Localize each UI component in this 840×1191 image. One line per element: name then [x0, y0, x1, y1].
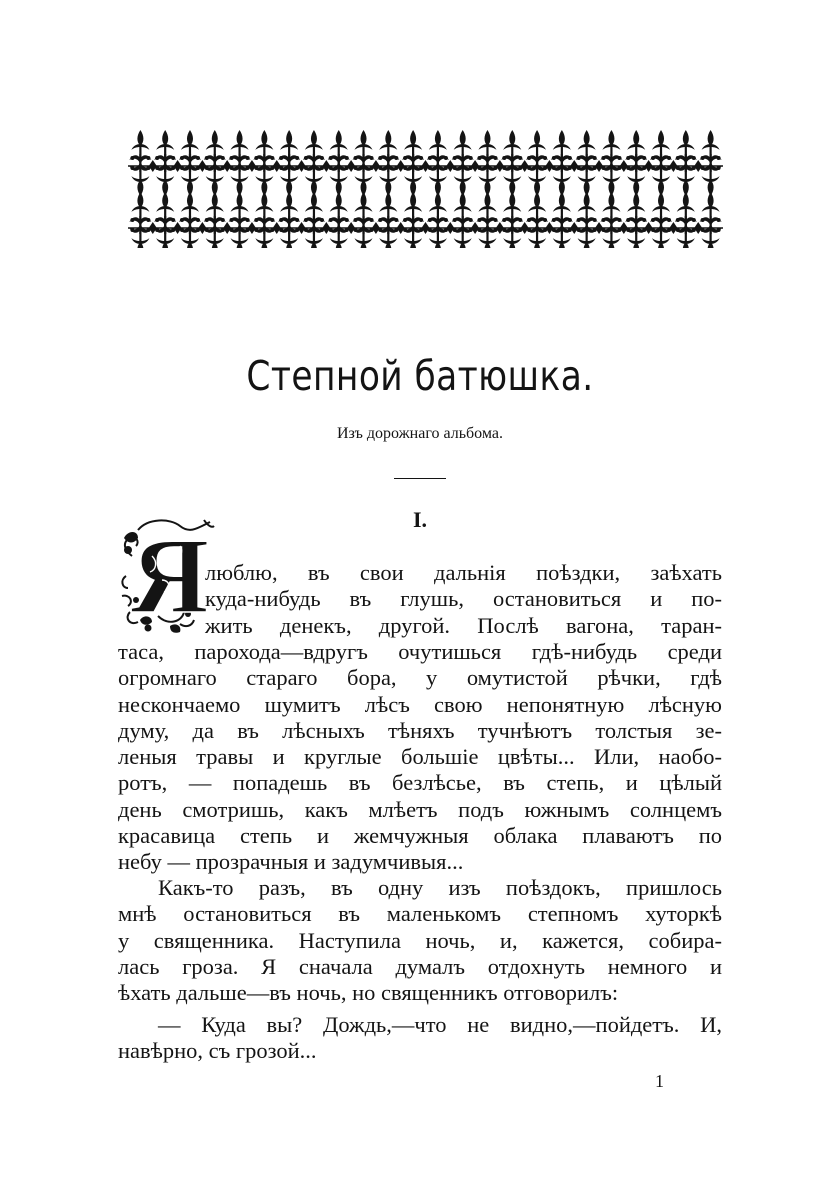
text-line: — Куда вы? Дождь,—что не видно,—пойдетъ. И, — [158, 1012, 722, 1037]
text-line: Какъ-то разъ, въ одну изъ поѣздокъ, пришлось — [158, 875, 722, 900]
text-line: навѣрно, съ грозой... — [118, 1038, 317, 1064]
text-line: мнѣ остановиться въ маленькомъ степномъ хуторкѣ — [118, 901, 722, 927]
text-line: куда-нибудь въ глушь, остановиться и по- — [205, 586, 722, 612]
text-line: небу — прозрачныя и задумчивыя... — [118, 849, 464, 875]
text-line: леныя травы и круглые большіе цвѣты... Или, наобо- — [118, 744, 722, 770]
text-line: ѣхать дальше—въ ночь, но священникъ отговорилъ: — [118, 980, 619, 1006]
page-number: 1 — [655, 1071, 664, 1091]
text-line: лась гроза. Я сначала думалъ отдохнуть немного и — [118, 953, 722, 979]
text-line: жить денекъ, другой. Послѣ вагона, таран- — [205, 612, 722, 638]
page-title: Степной батюшка. — [246, 352, 594, 400]
initial-letter: Я — [131, 517, 209, 636]
page-subtitle: Изъ дорожнаго альбома. — [337, 425, 503, 442]
text-line: день смотришь, какъ млѣетъ подъ южнымъ солнцемъ — [118, 796, 722, 822]
text-line: люблю, въ свои дальнія поѣздки, заѣхать — [205, 560, 722, 585]
text-line: думу, да въ лѣсныхъ тѣняхъ тучнѣютъ толстыя зе- — [118, 717, 722, 743]
chapter-number: I. — [412, 507, 428, 532]
text-line: красавица степь и жемчужныя облака плаваютъ по — [118, 823, 722, 848]
text-line: у священника. Наступила ночь, и, кажется, собира- — [118, 927, 722, 953]
text-line: огромнаго стараго бора, у омутистой рѣчки, гдѣ — [118, 665, 722, 691]
text-line: таса, парохода—вдругъ очутишься гдѣ-нибудь среди — [118, 638, 722, 664]
text-line: нескончаемо шумитъ лѣсъ свою непонятную лѣсную — [118, 691, 722, 717]
text-line: ротъ, — попадешь въ безлѣсье, въ степь, и цѣлый — [118, 770, 722, 796]
